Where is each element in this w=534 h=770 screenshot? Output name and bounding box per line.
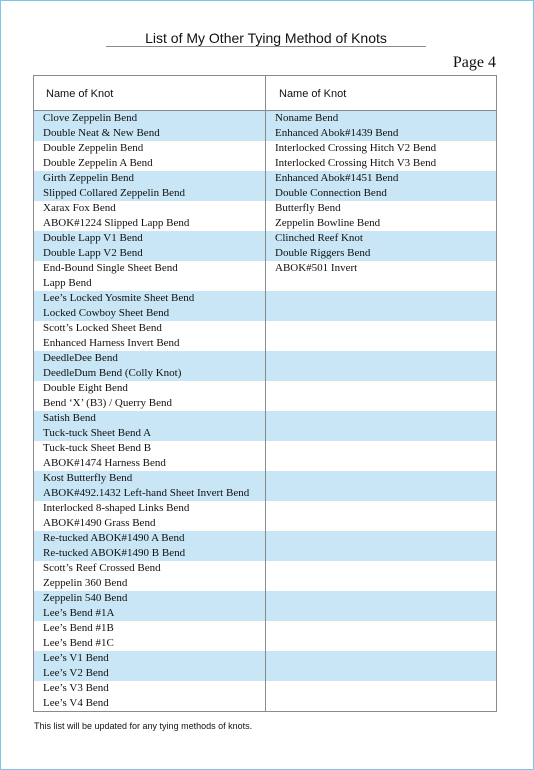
knot-name-cell: Clinched Reef Knot — [275, 232, 363, 244]
header-name-of-knot-right: Name of Knot — [279, 88, 347, 100]
knot-name-cell: DeedleDum Bend (Colly Knot) — [43, 367, 182, 379]
knot-name-cell: Noname Bend — [275, 112, 339, 124]
knot-name-cell: Double Zeppelin A Bend — [43, 157, 153, 169]
knot-name-cell: Zeppelin Bowline Bend — [275, 217, 381, 229]
knot-name-cell: ABOK#1224 Slipped Lapp Bend — [43, 217, 190, 229]
knot-name-cell: Lee’s V1 Bend — [43, 652, 109, 664]
knot-name-cell: Lee’s Bend #1A — [43, 607, 115, 619]
right-knot-column — [275, 111, 493, 276]
knot-name-cell: Double Connection Bend — [275, 187, 387, 199]
title-underline — [106, 46, 426, 47]
left-knot-column — [43, 111, 261, 711]
page-number: Page 4 — [452, 54, 496, 71]
knot-name-cell: Clove Zeppelin Bend — [43, 112, 138, 124]
knot-name-cell: Tuck-tuck Sheet Bend A — [43, 427, 152, 439]
knot-name-cell: Re-tucked ABOK#1490 A Bend — [43, 532, 185, 544]
knot-name-cell: ABOK#1474 Harness Bend — [43, 457, 166, 469]
knot-name-cell: DeedleDee Bend — [43, 352, 118, 364]
knot-name-cell: Scott’s Locked Sheet Bend — [43, 322, 162, 334]
knot-name-cell: Satish Bend — [43, 412, 96, 424]
knot-name-cell: Double Riggers Bend — [275, 247, 371, 259]
knot-name-cell: Lee’s V2 Bend — [43, 667, 109, 679]
knot-name-cell: Tuck-tuck Sheet Bend B — [43, 442, 152, 454]
knot-name-cell: Butterfly Bend — [275, 202, 341, 214]
knot-name-cell: Kost Butterfly Bend — [43, 472, 133, 484]
knot-name-cell: ABOK#492.1432 Left-hand Sheet Invert Bend — [43, 487, 250, 499]
knot-name-cell: Lee’s Bend #1B — [43, 622, 114, 634]
knot-name-cell: Slipped Collared Zeppelin Bend — [43, 187, 186, 199]
knot-name-cell: Xarax Fox Bend — [43, 202, 116, 214]
knot-name-cell: Lee’s Locked Yosmite Sheet Bend — [43, 292, 195, 304]
knot-name-cell: Double Lapp V1 Bend — [43, 232, 143, 244]
document-title: List of My Other Tying Method of Knots — [145, 30, 387, 46]
knot-name-cell: Double Lapp V2 Bend — [43, 247, 143, 259]
knot-name-cell: Re-tucked ABOK#1490 B Bend — [43, 547, 186, 559]
knot-name-cell: Enhanced Harness Invert Bend — [43, 337, 180, 349]
knot-table — [33, 75, 497, 712]
knot-name-cell: Scott’s Reef Crossed Bend — [43, 562, 161, 574]
footnote: This list will be updated for any tying methods of knots. — [34, 721, 253, 731]
knot-name-cell: End-Bound Single Sheet Bend — [43, 262, 178, 274]
column-divider — [265, 76, 266, 711]
knot-name-cell: Lee’s V4 Bend — [43, 697, 109, 709]
knot-name-cell: Locked Cowboy Sheet Bend — [43, 307, 170, 319]
knot-name-cell: Zeppelin 540 Bend — [43, 592, 128, 604]
knot-name-cell: Double Zeppelin Bend — [43, 142, 144, 154]
knot-name-cell: Lee’s Bend #1C — [43, 637, 114, 649]
knot-name-cell: ABOK#1490 Grass Bend — [43, 517, 156, 529]
knot-name-cell: Double Eight Bend — [43, 382, 128, 394]
knot-name-cell: Enhanced Abok#1439 Bend — [275, 127, 399, 139]
knot-name-cell: Lapp Bend — [43, 277, 92, 289]
knot-name-cell: Bend ‘X’ (B3) / Querry Bend — [43, 397, 173, 409]
knot-name-cell: ABOK#501 Invert — [275, 262, 358, 274]
knot-name-cell: Girth Zeppelin Bend — [43, 172, 135, 184]
knot-name-cell: Double Neat & New Bend — [43, 127, 160, 139]
header-name-of-knot-left: Name of Knot — [46, 88, 114, 100]
knot-name-cell: Interlocked 8-shaped Links Bend — [43, 502, 190, 514]
knot-name-cell: Zeppelin 360 Bend — [43, 577, 128, 589]
knot-name-cell: Interlocked Crossing Hitch V2 Bend — [275, 142, 437, 154]
knot-name-cell: Lee’s V3 Bend — [43, 682, 109, 694]
knot-name-cell: Interlocked Crossing Hitch V3 Bend — [275, 157, 437, 169]
knot-name-cell: Enhanced Abok#1451 Bend — [275, 172, 399, 184]
